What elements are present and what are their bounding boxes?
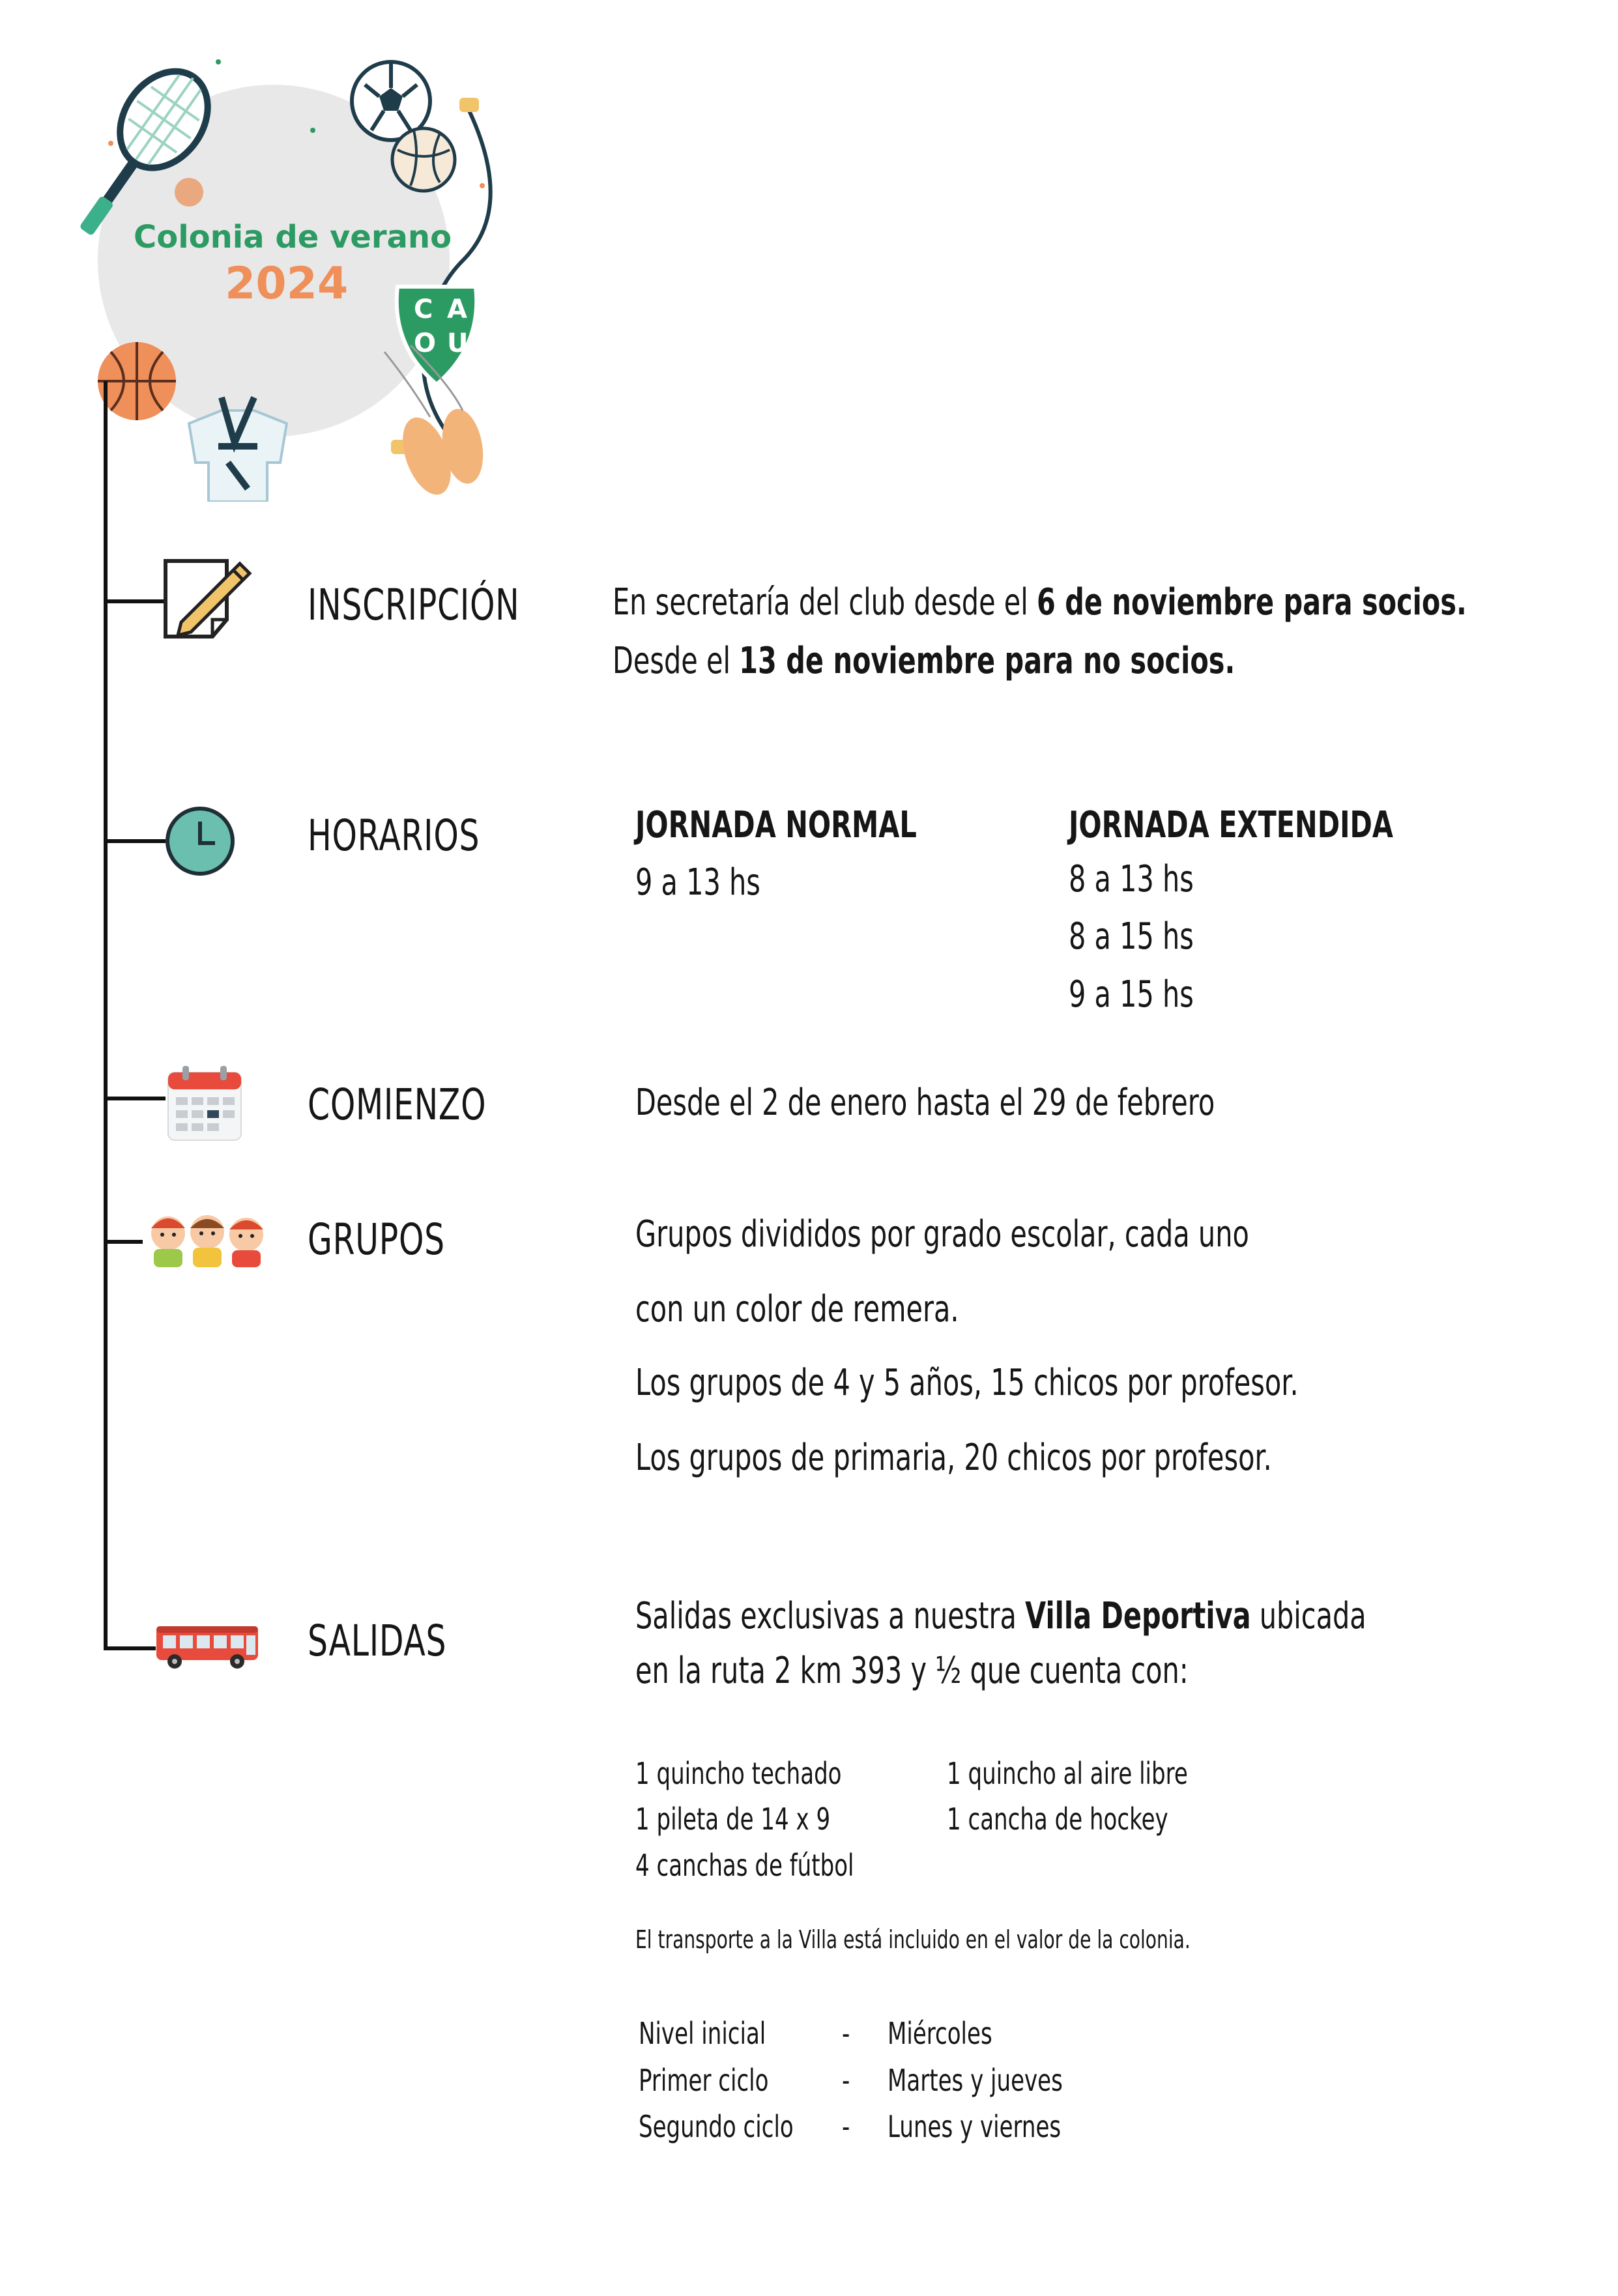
schedule-days: Lunes y viernes: [888, 2109, 1062, 2144]
amenity-item: 4 canchas de fútbol: [635, 1848, 854, 1883]
clock-icon: [164, 805, 236, 877]
schedule-sep: -: [842, 2016, 850, 2051]
amenity-item: 1 quincho techado: [635, 1756, 842, 1791]
heading-inscripcion: INSCRIPCIÓN: [308, 580, 520, 630]
amenity-item: 1 quincho al aire libre: [947, 1756, 1188, 1791]
bus-icon: [154, 1622, 261, 1671]
schedule-sep: -: [842, 2063, 850, 2098]
jornada-extendida-time: 9 a 15 hs: [1069, 973, 1194, 1016]
heading-grupos: GRUPOS: [308, 1214, 445, 1265]
logo-title-line2: 2024: [225, 258, 349, 309]
inscripcion-line-2: Desde el 13 de noviembre para no socios.: [613, 640, 1235, 682]
grupos-line: Los grupos de 4 y 5 años, 15 chicos por profesor.: [635, 1362, 1299, 1404]
jornada-extendida-time: 8 a 15 hs: [1069, 915, 1194, 958]
schedule-sep: -: [842, 2109, 850, 2144]
logo-title-line1: Colonia de verano: [134, 219, 452, 255]
salidas-line-2: en la ruta 2 km 393 y ½ que cuenta con:: [635, 1650, 1189, 1692]
volleyball-icon: [392, 128, 455, 191]
salidas-line-1: Salidas exclusivas a nuestra Villa Deportiva ubicada: [635, 1595, 1366, 1637]
jornada-normal-title: JORNADA NORMAL: [635, 804, 917, 846]
schedule-days: Martes y jueves: [888, 2063, 1063, 2098]
heading-salidas: SALIDAS: [308, 1616, 447, 1666]
timeline-branch: [104, 599, 166, 603]
schedule-level: Nivel inicial: [639, 2016, 766, 2051]
badge-letter: A: [447, 294, 467, 324]
kids-icon: [142, 1209, 272, 1267]
schedule-level: Primer ciclo: [639, 2063, 769, 2098]
jornada-normal-time: 9 a 13 hs: [635, 861, 760, 904]
grupos-line: con un color de remera.: [635, 1288, 959, 1330]
schedule-level: Segundo ciclo: [639, 2109, 794, 2144]
timeline-branch: [104, 839, 166, 843]
comienzo-text: Desde el 2 de enero hasta el 29 de febrero: [635, 1082, 1215, 1124]
inscripcion-line-1: En secretaría del club desde el 6 de noviembre para socios.: [613, 581, 1467, 624]
heading-horarios: HORARIOS: [308, 811, 480, 861]
basketball-icon: [98, 342, 176, 420]
badge-letter: O: [414, 328, 437, 358]
calendar-icon: [166, 1063, 244, 1141]
timeline-branch: [104, 1097, 166, 1100]
jornada-extendida-time: 8 a 13 hs: [1069, 858, 1194, 900]
pencil-paper-icon: [162, 557, 253, 642]
grupos-line: Los grupos de primaria, 20 chicos por profesor.: [635, 1437, 1272, 1479]
schedule-days: Miércoles: [888, 2016, 992, 2051]
amenity-item: 1 pileta de 14 x 9: [635, 1801, 831, 1837]
badge-letter: U: [447, 328, 469, 358]
amenity-item: 1 cancha de hockey: [947, 1801, 1168, 1837]
jornada-extendida-title: JORNADA EXTENDIDA: [1069, 804, 1394, 846]
timeline-branch: [104, 1240, 143, 1244]
transport-note: El transporte a la Villa está incluido en el valor de la colonia.: [635, 1925, 1191, 1954]
timeline-vertical-line: [104, 381, 108, 1648]
badge-letter: C: [414, 294, 433, 324]
grupos-line: Grupos divididos por grado escolar, cada uno: [635, 1213, 1249, 1256]
logo: [59, 46, 528, 502]
timeline-branch: [104, 1646, 156, 1650]
heading-comienzo: COMIENZO: [308, 1080, 487, 1130]
